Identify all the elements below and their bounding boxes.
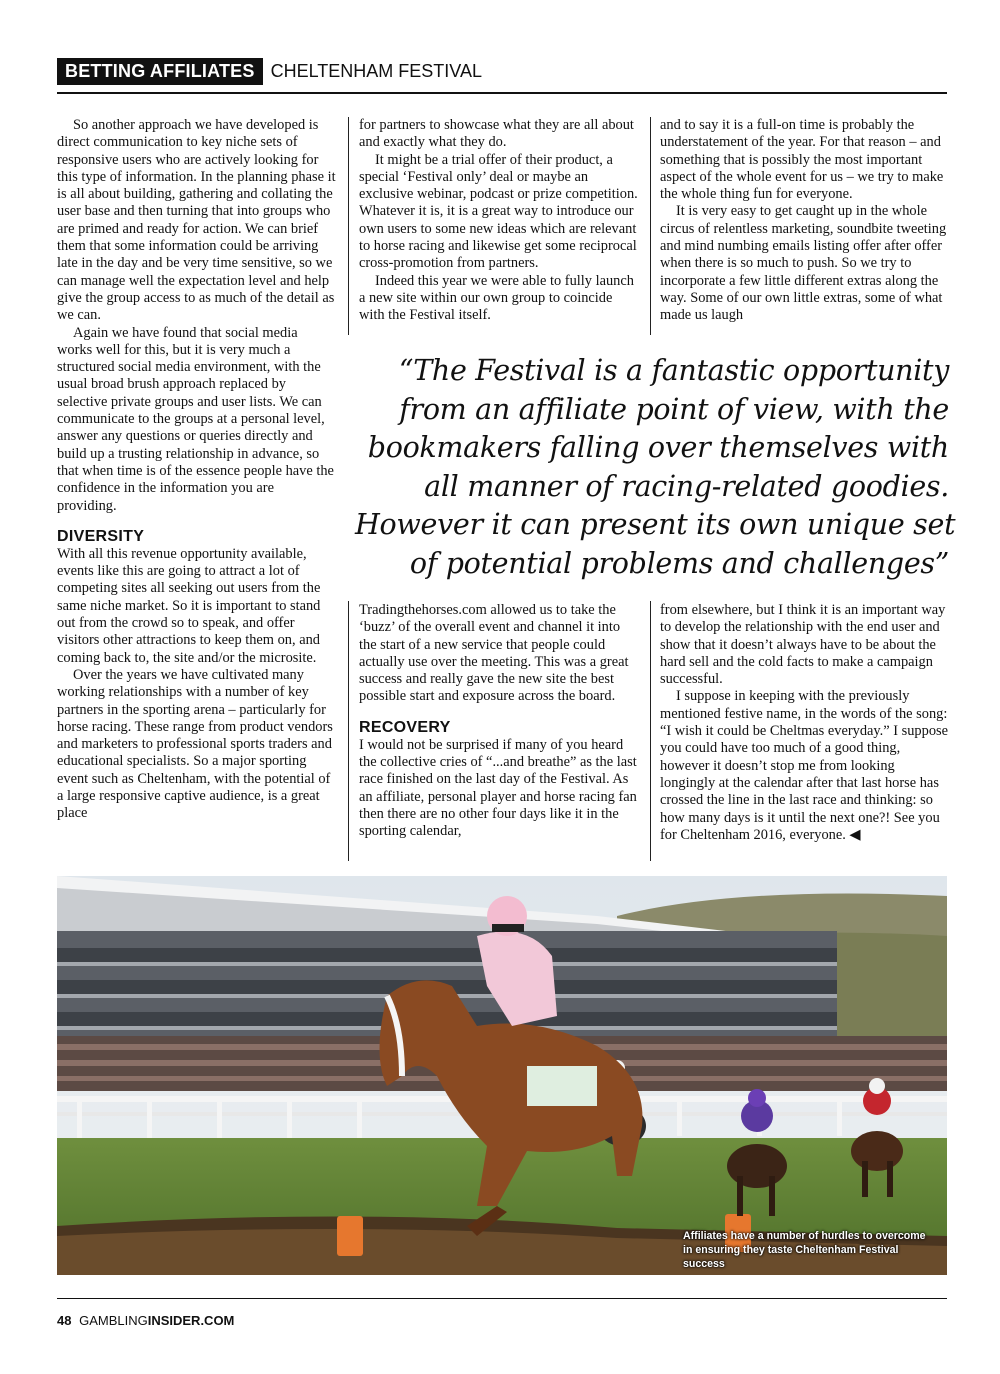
pull-quote-line: However it can present its own unique set [355,508,956,541]
paragraph: Over the years we have cultivated many working relationships with a number of key partners in the sporting arena – particularly for horse racing. These range from product vendors and marketers to professional sports traders and educational specialists. So a major sporting event such as Cheltenham, with the potential of a large responsive captive audience, is a great place [57,666,333,822]
page-header [57,56,947,86]
race-photo [57,876,947,1275]
paragraph: Again we have found that social media works well for this, but it is very much a structured social media environment, with the usual broad brush approach replaced by selective private groups and user lists. We can communicate to the groups at a personal level, answer any questions or queries directly and build up a trusting relationship in advance, so that when time is of the essence people have the confidence in the information you are providing. [57,324,334,514]
paragraph: Indeed this year we were able to fully launch a new site within our own group to coincide with the Festival itself. [359,272,634,324]
caption-line: Affiliates have a number of hurdles to overcome [683,1230,926,1242]
horse-race-illustration [57,876,947,1275]
header-rule [57,92,947,94]
paragraph: With all this revenue opportunity available, events like this are going to attract a lot of competing sites all seeking out users from the same niche market. So it is important to stand out from the crowd so to speak, and offer visitors other attractions to keep them on, and coming back to, the site and/or the microsite. [57,545,321,666]
paragraph: I would not be surprised if many of you heard the collective cries of “...and breathe” as the last race finished on the last day of the Festival. As an affiliate, personal player and horse racing fan then there are no other four days like it in the sporting calendar, [359,736,637,840]
pull-quote-line: of potential problems and challenges” [409,546,949,580]
paragraph: for partners to showcase what they are all about and exactly what they do. [359,117,634,151]
subheading-diversity: DIVERSITY [57,527,145,545]
paragraph: It is very easy to get caught up in the whole circus of relentless marketing, soundbite tweeting and mind numbing emails listing offer after offer when there is so much to push. So we try to incorporate a few little different extras along the way. Some of our own little extras, some of what made us laugh [660,203,947,324]
pull-quote-line: bookmakers falling over themselves with [367,431,949,464]
paragraph: I suppose in keeping with the previously mentioned festive name, in the words of the song: “I wish it could be Cheltmas everyday.” I suppose you could have too much of a good thing, however it doesn’t stop me from looking longingly at the calendar after that last horse has crossed the line in the last race and thinking: so how many days is it until the next one?! See you for Cheltenham 2016, everyone. ◀ [660,688,949,843]
pull-quote-line: “The Festival is a fantastic opportunity [398,354,949,387]
column-3-bottom [660,602,948,844]
pull-quote-line: all manner of racing-related goodies. [424,469,949,503]
paragraph: So another approach we have developed is direct communication to key niche sets of responsive users who are actively looking for this type of information. In the planning phase it is all about building, gathering and collating the user base and then turning that into groups who are primed and ready for action. We can brief them that some information could be arriving late in the day and be very time sensitive, so we can manage well the expectation level and help give the group access to as much of the detail as we can. [57,117,336,324]
paragraph: It might be a trial offer of their product, a special ‘Festival only’ deal or maybe an exclusive webinar, podcast or prize competition. Whatever it is, it is a great way to introduce our own users to some new ideas which are relevant to horse racing and likewise get some reciprocal cross-promotion from partners. [359,151,638,272]
section-tag: BETTING AFFILIATES [57,58,263,85]
column-3-top [660,117,948,325]
photo-caption [683,1229,941,1271]
caption-line: in ensuring they taste Cheltenham Festival success [683,1244,899,1270]
pull-quote [355,352,956,583]
column-divider [348,601,349,861]
page-number: 48 [57,1313,72,1328]
subheading-recovery: RECOVERY [359,718,451,736]
paragraph: and to say it is a full-on time is probably the understatement of the year. For that reason – and something that is possibly the most important aspect of the whole event for us – we try to make the whole thing fun for everyone. [660,117,944,203]
section-title: CHELTENHAM FESTIVAL [270,60,482,81]
footer-rule [57,1298,947,1299]
column-divider [650,117,651,335]
paragraph: Tradingthehorses.com allowed us to take the ‘buzz’ of the overall event and channel it into the start of a new service that people could actually use over the meeting. This was a great success and really gave the new site the best possible start and exposure across the board. [359,602,629,705]
page-footer [57,1313,234,1328]
site-name-part: GAMBLING [79,1313,148,1328]
column-divider [650,601,651,861]
column-2-bottom [359,602,641,841]
column-1 [57,117,336,823]
column-divider [348,117,349,335]
pull-quote-line: from an affiliate point of view, with the [399,392,949,426]
column-2-top [359,117,639,325]
paragraph: from elsewhere, but I think it is an important way to develop the relationship with the end user and show that it doesn’t always have to be about the hard sell and the cold facts to make a campaign successful. [660,602,946,688]
site-name-part: INSIDER.COM [147,1313,235,1328]
